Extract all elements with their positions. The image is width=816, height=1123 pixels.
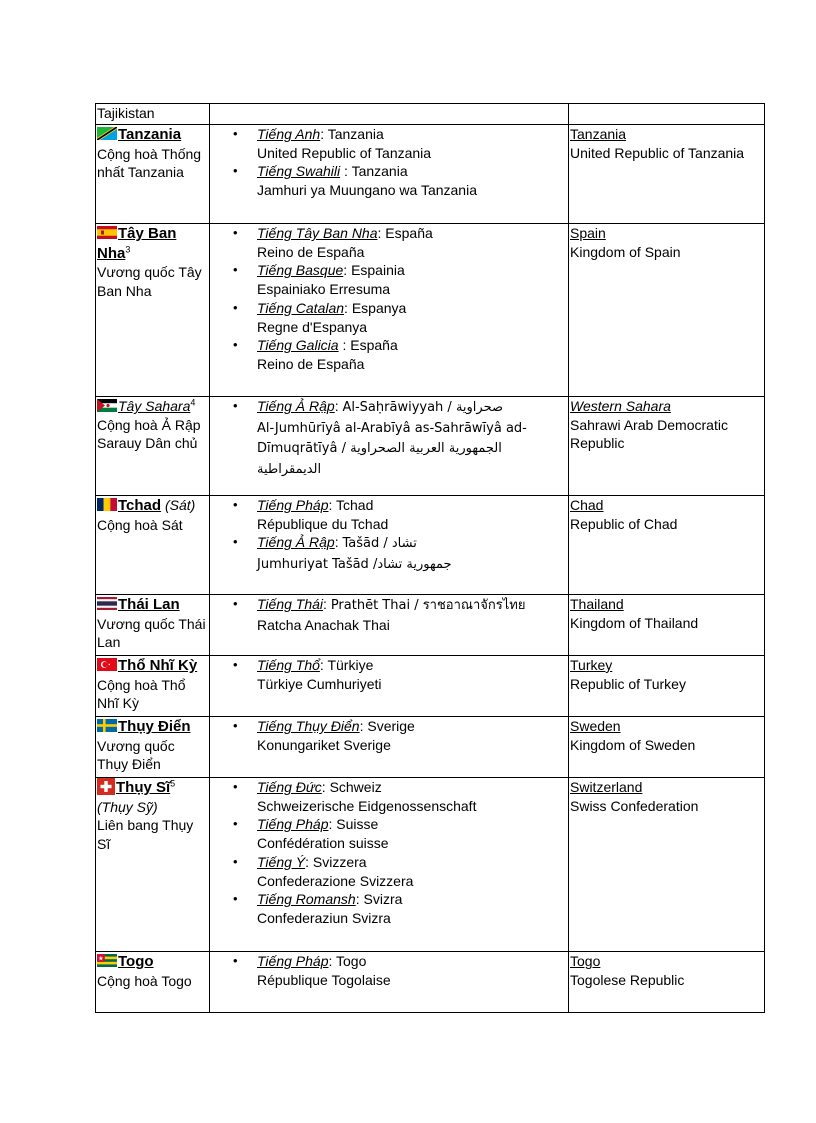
local-long-name: Jumhuriyat Tašād /جمهورية تشاد <box>257 557 452 573</box>
local-names-cell <box>210 778 569 952</box>
country-cell <box>96 104 210 125</box>
turkey-flag-icon <box>97 658 117 671</box>
local-names-cell <box>210 496 569 595</box>
list-item: • Tiếng Thái: Prathēt Thai / ราชอาณาจักรไทย Ratcha Anachak Thai <box>257 595 567 634</box>
local-names-cell <box>210 397 569 496</box>
english-short-link[interactable]: Tanzania <box>570 126 627 142</box>
official-name-vi: Cộng hoà Ả Rập Sarauy Dân chủ <box>97 416 201 452</box>
country-link-spain[interactable]: Tây Ban Nha <box>97 225 177 262</box>
official-name-vi: Liên bang Thụy Sĩ <box>97 817 194 853</box>
english-long-name: Republic of Chad <box>570 515 678 532</box>
local-long-name: Jamhuri ya Muungano wa Tanzania <box>257 182 477 199</box>
table-row-thailand <box>96 595 765 656</box>
local-short-name: Tašād / تشاد <box>342 536 417 552</box>
english-long-name: Kingdom of Spain <box>570 243 681 260</box>
language-list <box>211 778 567 928</box>
footnote-marker: 5 <box>170 778 176 789</box>
local-short-name: Sverige <box>367 718 415 734</box>
local-long-name: Al-Jumhūrīyâ al-Arabīyâ as-Sahrāwīyâ ad-Dīmuqrātīyâ / الجمهورية العربية الصحراوية الديمقراطية <box>257 420 527 478</box>
table-row-switzerland <box>96 778 765 952</box>
list-item: • Tiếng Ả Rập: Tašād / تشاد Jumhuriyat Tašād /جمهورية تشاد <box>257 533 567 574</box>
country-link-sweden[interactable]: Thụy Điển <box>118 718 191 735</box>
language-list <box>211 496 567 575</box>
tanzania-flag-icon <box>97 127 117 140</box>
local-short-name: Tchad <box>336 497 374 513</box>
list-item: • Tiếng Pháp: Suisse Confédération suisse <box>257 815 567 852</box>
local-short-name: Svizra <box>363 891 403 908</box>
sweden-flag-icon <box>97 719 117 732</box>
country-cell <box>96 397 210 496</box>
english-short-link[interactable]: Spain <box>570 225 606 241</box>
language-link[interactable]: Tiếng Ả Rập <box>257 398 335 414</box>
chad-flag-icon <box>97 498 117 511</box>
table-row-spain <box>96 224 765 397</box>
country-link-thailand[interactable]: Thái Lan <box>118 596 180 613</box>
country-cell <box>96 952 210 1013</box>
local-long-name: Reino de España <box>257 243 365 260</box>
list-item: • Tiếng Galicia : España Reino de España <box>257 336 567 373</box>
local-names-cell <box>210 656 569 717</box>
language-link[interactable]: Tiếng Galicia <box>257 337 339 354</box>
table-row-sweden <box>96 717 765 778</box>
language-link[interactable]: Tiếng Pháp <box>257 816 329 833</box>
english-long-name: Swiss Confederation <box>570 797 699 814</box>
country-cell <box>96 595 210 656</box>
switzerland-flag-icon <box>97 778 115 795</box>
local-short-name: Tanzania <box>327 126 384 142</box>
english-names-cell <box>569 717 765 778</box>
local-long-name: Confederazione Svizzera <box>257 872 414 889</box>
english-long-name: Sahrawi Arab Democratic Republic <box>570 416 728 452</box>
local-long-name: United Republic of Tanzania <box>257 144 432 161</box>
official-name-vi: Cộng hoà Sát <box>97 516 183 533</box>
local-long-name: Confederaziun Svizra <box>257 909 391 926</box>
language-link[interactable]: Tiếng Thổ <box>257 657 320 673</box>
spain-flag-icon <box>97 226 117 239</box>
english-names-cell <box>569 778 765 952</box>
table-row-chad <box>96 496 765 595</box>
country-alias: (Thụy Sỹ) <box>97 798 158 815</box>
country-cell <box>96 778 210 952</box>
local-long-name: Regne d'Espanya <box>257 318 368 335</box>
language-link[interactable]: Tiếng Tây Ban Nha <box>257 225 378 241</box>
country-cell <box>96 717 210 778</box>
togo-flag-icon <box>97 954 117 967</box>
local-long-name: Türkiye Cumhuriyeti <box>257 675 382 692</box>
country-link-chad[interactable]: Tchad <box>118 497 162 514</box>
country-alias: (Sát) <box>164 497 196 513</box>
english-names-cell <box>569 224 765 397</box>
language-link[interactable]: Tiếng Thụy Điển <box>257 718 360 734</box>
language-link[interactable]: Tiếng Anh <box>257 126 321 142</box>
english-names-cell <box>569 952 765 1013</box>
language-list <box>211 952 567 989</box>
list-item: • Tiếng Pháp: Togo République Togolaise <box>257 952 567 989</box>
local-short-name: Prathēt Thai / ราชอาณาจักรไทย <box>330 598 526 613</box>
english-names-cell <box>569 656 765 717</box>
english-names-cell <box>569 125 765 224</box>
english-long-name: Republic of Turkey <box>570 675 686 692</box>
language-link[interactable]: Tiếng Swahili <box>257 163 341 180</box>
official-name-vi: Vương quốc Thụy Điển <box>97 737 175 773</box>
local-long-name: République du Tchad <box>257 515 389 532</box>
list-item: • Tiếng Romansh: Svizra Confederaziun Svizra <box>257 890 567 927</box>
country-link-turkey[interactable]: Thổ Nhĩ Kỳ <box>118 657 198 674</box>
country-cell <box>96 656 210 717</box>
language-link[interactable]: Tiếng Pháp <box>257 953 329 969</box>
official-name-vi: Cộng hoà Thổ Nhĩ Kỳ <box>97 676 186 712</box>
english-short-link[interactable]: Sweden <box>570 718 621 734</box>
local-long-name: Konungariket Sverige <box>257 736 391 753</box>
western-sahara-flag-icon <box>97 399 117 412</box>
list-item: • Tiếng Basque: Espainia Espainiako Erresuma <box>257 261 567 298</box>
english-long-name: Kingdom of Sweden <box>570 736 696 753</box>
local-names-cell <box>210 952 569 1013</box>
country-cell <box>96 496 210 595</box>
language-link[interactable]: Tiếng Thái <box>257 596 324 612</box>
list-item: • Tiếng Ả Rập: Al-Saḥrāwiyyah / صحراوية Al-Jumhūrīyâ al-Arabīyâ as-Sahrāwīyâ ad-Dīmuqrātīyâ / الجمهورية العربية الصحراوية الديمقراطية <box>257 397 567 480</box>
country-link-togo[interactable]: Togo <box>118 953 154 970</box>
local-short-name: Al-Saḥrāwiyyah / صحراوية <box>342 400 504 415</box>
country-cell <box>96 125 210 224</box>
local-long-name: Confédération suisse <box>257 835 389 852</box>
local-short-name: Suisse <box>336 816 379 833</box>
language-link[interactable]: Tiếng Đức <box>257 779 322 795</box>
local-short-name: Svizzera <box>312 853 367 870</box>
official-name-vi: Vương quốc Tây Ban Nha <box>97 264 202 300</box>
english-short-link[interactable]: Thailand <box>570 596 624 612</box>
local-short-name: España <box>385 225 433 241</box>
country-name-plain: Tajikistan <box>97 105 155 121</box>
country-link-switzerland[interactable]: Thụy Sĩ <box>116 779 171 796</box>
local-names-cell <box>210 104 569 125</box>
english-short-link[interactable]: Chad <box>570 497 604 513</box>
list-item: • Tiếng Ý: Svizzera Confederazione Svizzera <box>257 853 567 890</box>
footnote-marker: 4 <box>190 397 196 408</box>
list-item: • Tiếng Swahili : Tanzania Jamhuri ya Muungano wa Tanzania <box>257 162 567 199</box>
english-long-name: United Republic of Tanzania <box>570 144 745 161</box>
language-list <box>211 717 567 754</box>
local-long-name: Schweizerische Eidgenossenschaft <box>257 797 477 814</box>
local-short-name: Espainia <box>351 262 405 279</box>
list-item: • Tiếng Pháp: Tchad République du Tchad <box>257 496 567 533</box>
local-long-name: Ratcha Anachak Thai <box>257 616 390 633</box>
country-link-western-sahara[interactable]: Tây Sahara <box>118 398 191 414</box>
english-long-name: Kingdom of Thailand <box>570 614 699 631</box>
table-row-tanzania <box>96 125 765 224</box>
english-short-link[interactable]: Western Sahara <box>570 398 671 414</box>
footnote-marker: 3 <box>125 244 131 255</box>
language-list <box>211 397 567 480</box>
table-row-togo <box>96 952 765 1013</box>
table-row-western-sahara <box>96 397 765 496</box>
language-list <box>211 656 567 693</box>
language-link[interactable]: Tiếng Romansh <box>257 891 356 908</box>
language-link[interactable]: Tiếng Catalan <box>257 299 345 316</box>
table-row-turkey <box>96 656 765 717</box>
language-list <box>211 125 567 200</box>
local-short-name: Togo <box>336 953 367 969</box>
country-link-tanzania[interactable]: Tanzania <box>118 126 182 143</box>
english-short-link[interactable]: Togo <box>570 953 601 969</box>
countries-table <box>95 103 765 1013</box>
local-short-name: España <box>350 337 398 354</box>
list-item: • Tiếng Đức: Schweiz Schweizerische Eidgenossenschaft <box>257 778 567 815</box>
local-names-cell <box>210 125 569 224</box>
official-name-vi: Cộng hoà Thống nhất Tanzania <box>97 145 202 181</box>
english-short-link[interactable]: Turkey <box>570 657 613 673</box>
official-name-vi: Vương quốc Thái Lan <box>97 615 206 651</box>
local-names-cell <box>210 595 569 656</box>
language-link[interactable]: Tiếng Ả Rập <box>257 534 335 551</box>
list-item: • Tiếng Anh: Tanzania United Republic of Tanzania <box>257 125 567 162</box>
thailand-flag-icon <box>97 597 117 610</box>
list-item: • Tiếng Thụy Điển: Sverige Konungariket Sverige <box>257 717 567 754</box>
local-names-cell <box>210 224 569 397</box>
english-names-cell <box>569 595 765 656</box>
local-long-name: République Togolaise <box>257 971 391 988</box>
english-names-cell <box>569 104 765 125</box>
local-names-cell <box>210 717 569 778</box>
local-short-name: Türkiye <box>327 657 374 673</box>
local-short-name: Schweiz <box>329 779 382 795</box>
country-cell <box>96 224 210 397</box>
local-short-name: Tanzania <box>351 163 408 180</box>
english-names-cell <box>569 496 765 595</box>
list-item: • Tiếng Catalan: Espanya Regne d'Espanya <box>257 299 567 336</box>
english-names-cell <box>569 397 765 496</box>
language-link[interactable]: Tiếng Basque <box>257 262 344 279</box>
table-row-tajikistan <box>96 104 765 125</box>
local-short-name: Espanya <box>351 299 407 316</box>
list-item: • Tiếng Tây Ban Nha: España Reino de España <box>257 224 567 261</box>
language-list <box>211 224 567 374</box>
english-short-link[interactable]: Switzerland <box>570 779 643 795</box>
language-link[interactable]: Tiếng Ý <box>257 853 306 870</box>
english-long-name: Togolese Republic <box>570 971 685 988</box>
local-long-name: Espainiako Erresuma <box>257 281 391 298</box>
official-name-vi: Cộng hoà Togo <box>97 972 192 989</box>
local-long-name: Reino de España <box>257 355 365 372</box>
language-list <box>211 595 567 634</box>
list-item: • Tiếng Thổ: Türkiye Türkiye Cumhuriyeti <box>257 656 567 693</box>
language-link[interactable]: Tiếng Pháp <box>257 497 329 513</box>
